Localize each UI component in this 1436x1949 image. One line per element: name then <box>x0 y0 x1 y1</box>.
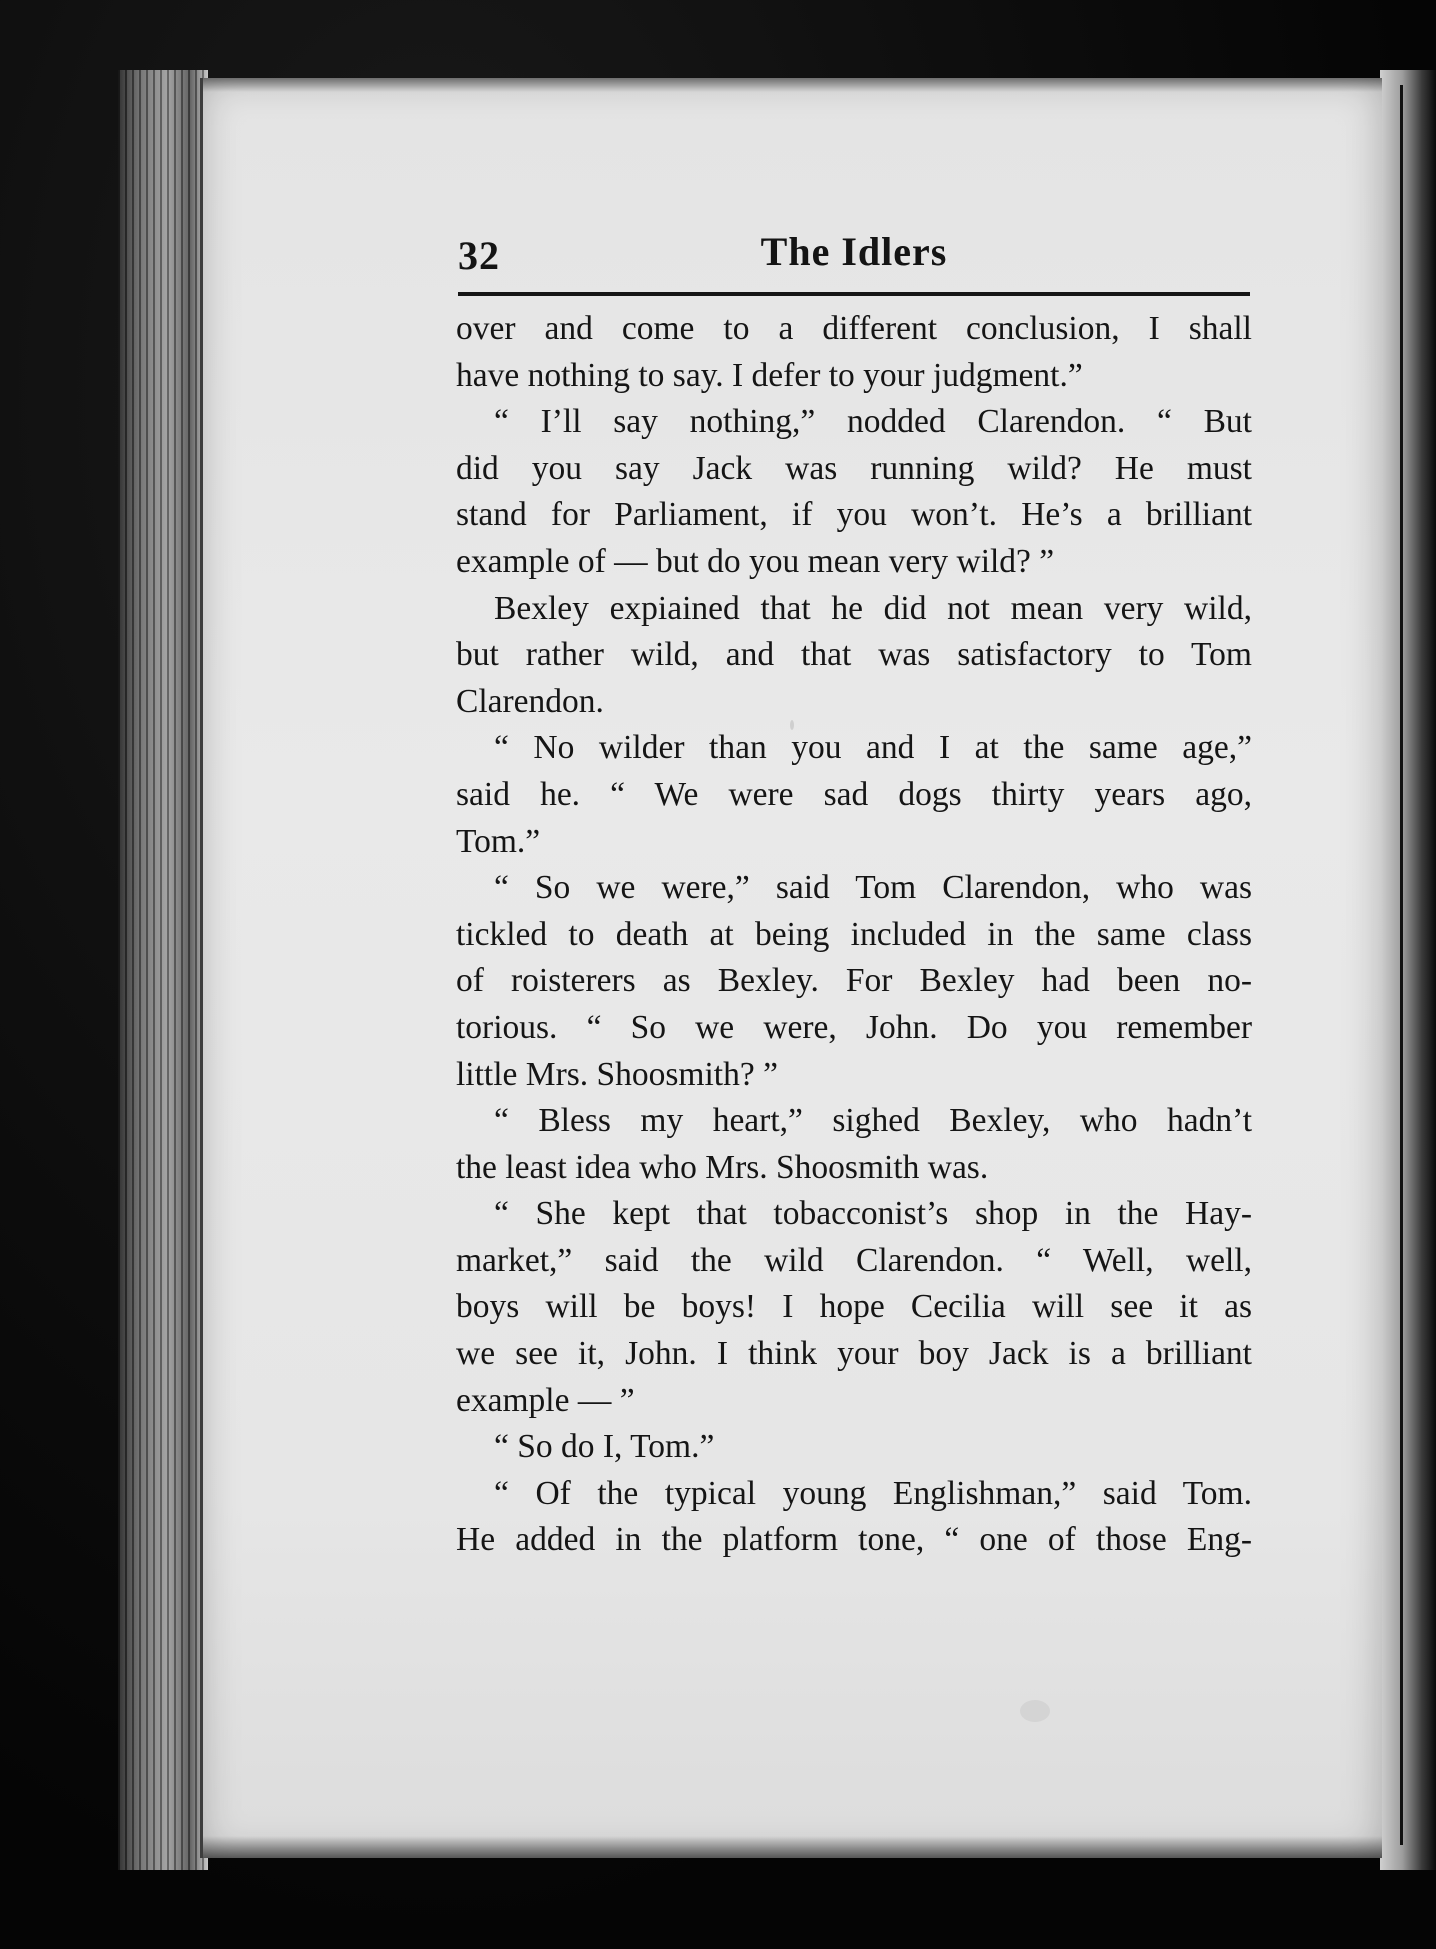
header-rule <box>458 292 1250 296</box>
text-line: “ So do I, Tom.” <box>494 1428 715 1466</box>
text-line: little Mrs. Shoosmith? ” <box>456 1055 778 1093</box>
page-gutter-line <box>200 78 203 1858</box>
text-line: “ Bless my heart,” sighed Bexley, who hadn’t <box>494 1102 1252 1140</box>
text-line: “ No wilder than you and I at the same age,” <box>494 729 1252 767</box>
text-line: have nothing to say. I defer to your judgment.” <box>456 356 1083 394</box>
text-line: tickled to death at being included in the same class <box>456 915 1252 953</box>
text-line: boys will be boys! I hope Cecilia will see it as <box>456 1288 1252 1326</box>
page-right-edge <box>1380 70 1436 1870</box>
binding-texture <box>118 70 208 1870</box>
text-line: “ I’ll say nothing,” nodded Clarendon. “ But <box>494 403 1252 441</box>
text-line: of roisterers as Bexley. For Bexley had been no- <box>456 962 1252 1000</box>
text-line: the least idea who Mrs. Shoosmith was. <box>456 1148 989 1186</box>
text-line: “ Of the typical young Englishman,” said Tom. <box>494 1474 1252 1512</box>
page-title: The Idlers <box>760 229 948 274</box>
text-line: said he. “ We were sad dogs thirty years ago, <box>456 775 1252 813</box>
text-line: torious. “ So we were, John. Do you remember <box>456 1008 1252 1046</box>
page-number: 32 <box>458 233 500 278</box>
text-line: but rather wild, and that was satisfactory to Tom <box>456 636 1252 674</box>
text-line: “ So we were,” said Tom Clarendon, who was <box>494 869 1252 907</box>
text-line: example of — but do you mean very wild? ” <box>456 542 1055 580</box>
page-top-shadow <box>200 78 1382 92</box>
text-line: Tom.” <box>456 822 541 860</box>
text-line: Clarendon. <box>456 682 604 720</box>
body-text <box>456 306 1252 1564</box>
text-line: example — ” <box>456 1381 635 1419</box>
scan-smudge <box>1020 1700 1050 1722</box>
text-line: market,” said the wild Clarendon. “ Well, well, <box>456 1241 1252 1279</box>
page-edge-line <box>1400 85 1403 1845</box>
text-line: did you say Jack was running wild? He must <box>456 449 1252 487</box>
text-line: Bexley expiained that he did not mean very wild, <box>494 589 1252 627</box>
text-line: He added in the platform tone, “ one of those Eng- <box>456 1521 1252 1559</box>
text-line: “ She kept that tobacconist’s shop in the Hay- <box>494 1195 1252 1233</box>
text-line: over and come to a different conclusion, I shall <box>456 310 1252 347</box>
running-head <box>458 228 1250 288</box>
page-bottom-shadow <box>200 1836 1382 1858</box>
text-line: we see it, John. I think your boy Jack is a brilliant <box>456 1335 1252 1373</box>
text-line: stand for Parliament, if you won’t. He’s a brilliant <box>456 496 1252 534</box>
